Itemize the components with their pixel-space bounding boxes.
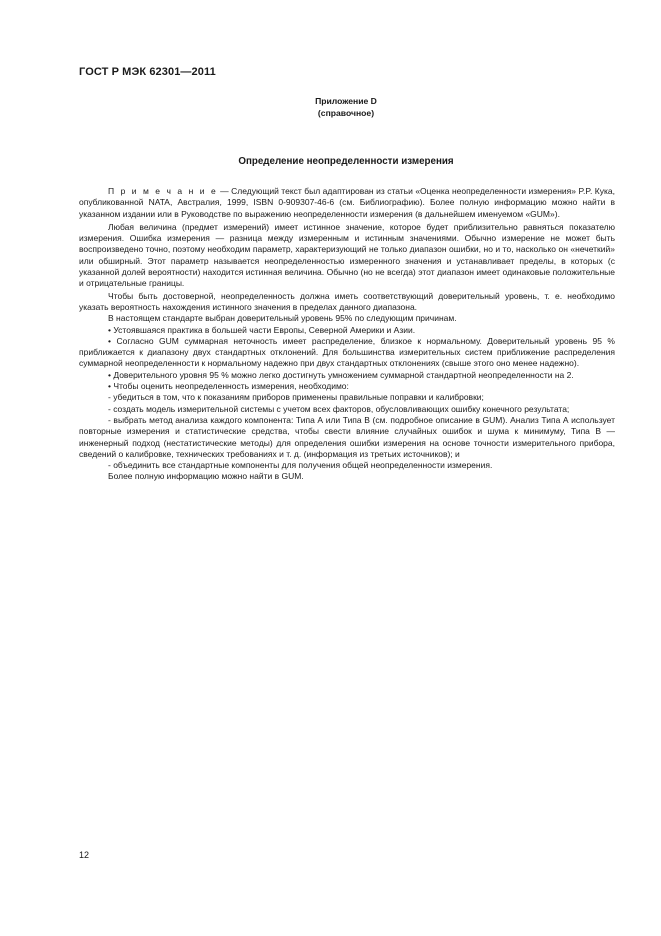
paragraph: Чтобы быть достоверной, неопределенность должна иметь соответствующий доверительный уровень, т. е. необходимо указать вероятность нахождения истинного значения в пределах данного диапазона.: [79, 290, 615, 312]
section-title: Определение неопределенности измерения: [238, 156, 454, 167]
appendix-title: Приложение D: [315, 96, 377, 106]
list-item: • Чтобы оценить неопределенность измерения, необходимо:: [108, 381, 349, 392]
paragraph: Любая величина (предмет измерений) имеет истинное значение, которое будет приблизительно равняться показателю измерения. Ошибка измерения — разница между измеренным и истинным значениями. Обычно измерение не может быть воспроизведено точно, поэтому необходим параметр, характеризующий не только диапазон ошибки, но и то, насколько он «нечеткий» или обширный. Этот параметр называется неопределенностью измеренного значения и устанавливает пределы, в которых (с указанной долей вероятности) находится истинная величина. Обычно (но не всегда) этот диапазон имеет одинаковые положительные и отрицательные границы.: [79, 221, 615, 289]
appendix-subtitle: (справочное): [317, 108, 375, 118]
document-header: ГОСТ Р МЭК 62301—2011: [79, 66, 216, 78]
paragraph: В настоящем стандарте выбран доверительный уровень 95% по следующим причинам.: [108, 313, 457, 324]
paragraph: Более полную информацию можно найти в GUM.: [108, 471, 304, 482]
list-item: - создать модель измерительной системы с учетом всех факторов, обусловливающих ошибку конечного результата;: [108, 403, 570, 414]
note-text: — Следующий текст был адаптирован из статьи «Оценка неопределенности измерения» P.P. Кука, опубликованной NATA, Австралия, 1999, ISBN 0-909307-46-6 (см. Библиографию). Более полную информацию можно найти в указанном издании или в Руководстве по выражению неопределенности измерения (в дальнейшем именуемом «GUM»).: [79, 186, 615, 219]
list-item: - объединить все стандартные компоненты для получения общей неопределенности измерения.: [108, 460, 493, 471]
appendix-heading: [0, 95, 661, 119]
page-number: 12: [79, 850, 90, 860]
list-item: - выбрать метод анализа каждого компонента: Типа А или Типа В (см. подробное описание в GUM). Анализ Типа А использует повторные измерения и статистические средства, чтобы свести влияние случайных ошибок и шума к минимуму, Типа В — инженерный подход (нестатистические методы) для определения ошибки измерения на основе точности измерительного прибора, сведений о калибровке, технических требованиях и т. д. (информация из третьих источников); и: [79, 414, 615, 459]
list-item: • Устоявшаяся практика в большей части Европы, Северной Америки и Азии.: [108, 324, 416, 335]
note-paragraph: [79, 186, 615, 220]
list-item: • Доверительного уровня 95 % можно легко достигнуть умножением суммарной стандартной неопределенности на 2.: [108, 369, 574, 380]
note-label: П р и м е ч а н и е: [108, 186, 218, 196]
list-item: • Согласно GUM суммарная неточность имеет распределение, близкое к нормальному. Доверительный уровень 95 % приближается к диапазону двух стандартных отклонений. Для большинства измерительных систем приближение распределения суммарной неопределенности к нормальному надежно при двух стандартных отклонениях (свыше этого оно менее надежно).: [79, 335, 615, 369]
document-body: [79, 186, 615, 483]
list-item: - убедиться в том, что к показаниям приборов применены правильные поправки и калибровки;: [108, 392, 484, 403]
